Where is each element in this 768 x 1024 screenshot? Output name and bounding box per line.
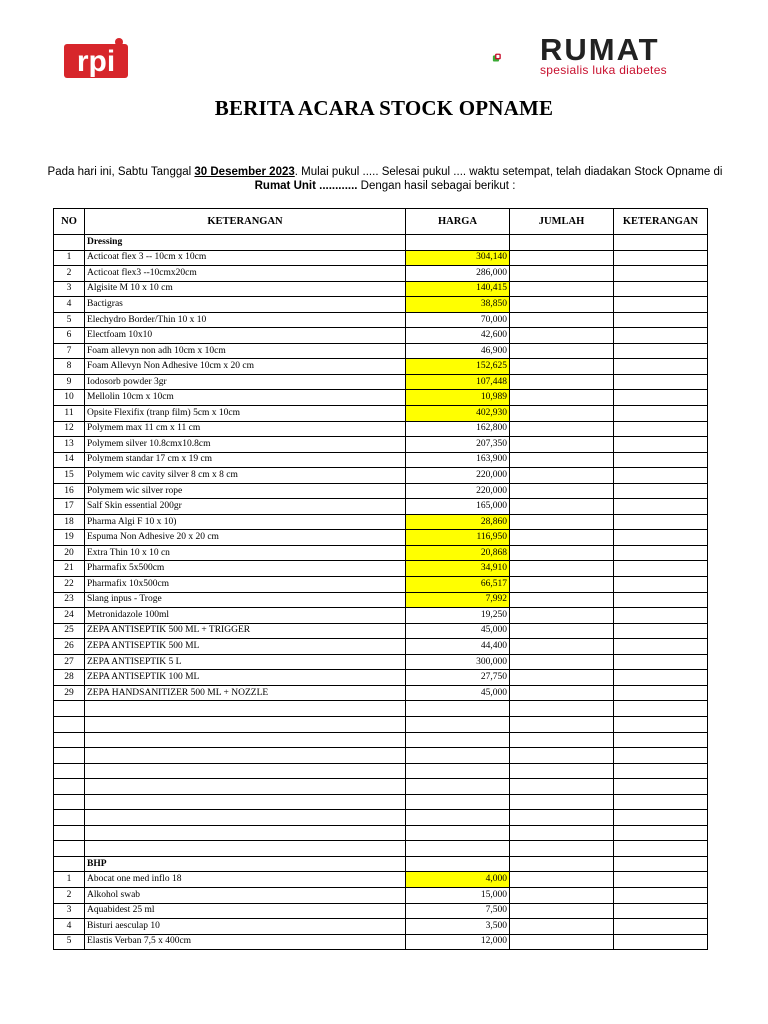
row-item: Polymem wic silver rope <box>85 483 406 499</box>
row-no: 1 <box>54 872 85 888</box>
table-body <box>54 235 708 950</box>
row-item: Polymem max 11 cm x 11 cm <box>85 421 406 437</box>
table-row <box>54 654 708 670</box>
blank-cell <box>85 810 406 826</box>
blank-row <box>54 701 708 717</box>
row-harga: 107,448 <box>406 374 510 390</box>
row-item: ZEPA ANTISEPTIK 500 ML + TRIGGER <box>85 623 406 639</box>
blank-cell <box>510 748 614 764</box>
table-row <box>54 437 708 453</box>
row-item: Metronidazole 100ml <box>85 608 406 624</box>
blank-cell <box>614 716 708 732</box>
row-item: ZEPA ANTISEPTIK 5 L <box>85 654 406 670</box>
row-item: Algisite M 10 x 10 cm <box>85 281 406 297</box>
row-jumlah <box>510 281 614 297</box>
row-item: Espuma Non Adhesive 20 x 20 cm <box>85 530 406 546</box>
header-jumlah: JUMLAH <box>510 209 614 235</box>
row-jumlah <box>510 514 614 530</box>
intro-unit: Rumat Unit ............ <box>254 180 358 192</box>
intro-text-3: Dengan hasil sebagai berikut : <box>357 180 516 192</box>
row-keterangan <box>614 406 708 422</box>
row-harga: 19,250 <box>406 608 510 624</box>
blank-cell <box>614 748 708 764</box>
row-item: Aquabidest 25 ml <box>85 903 406 919</box>
blank-cell <box>54 810 85 826</box>
row-keterangan <box>614 483 708 499</box>
table-row <box>54 390 708 406</box>
row-item: Elastis Verban 7,5 x 400cm <box>85 934 406 950</box>
table-row <box>54 281 708 297</box>
row-keterangan <box>614 421 708 437</box>
row-no: 21 <box>54 561 85 577</box>
row-harga: 3,500 <box>406 919 510 935</box>
table-row <box>54 545 708 561</box>
table-row <box>54 328 708 344</box>
row-no: 2 <box>54 887 85 903</box>
row-no: 29 <box>54 685 85 701</box>
blank-cell <box>85 794 406 810</box>
row-item: Polymem silver 10.8cmx10.8cm <box>85 437 406 453</box>
blank-cell <box>85 779 406 795</box>
blank-cell <box>614 779 708 795</box>
row-no: 1 <box>54 250 85 266</box>
section-title: Dressing <box>85 235 406 251</box>
table-row <box>54 499 708 515</box>
blank-cell <box>406 825 510 841</box>
row-no: 17 <box>54 499 85 515</box>
row-item: ZEPA ANTISEPTIK 100 ML <box>85 670 406 686</box>
row-item: Acticoat flex3 --10cmx20cm <box>85 266 406 282</box>
blank-row <box>54 825 708 841</box>
intro-text-2: . Mulai pukul ..... Selesai pukul .... waktu setempat, telah diadakan Stock Opname di <box>294 166 723 178</box>
blank-cell <box>406 779 510 795</box>
row-jumlah <box>510 592 614 608</box>
blank-cell <box>406 732 510 748</box>
row-no: 2 <box>54 266 85 282</box>
row-keterangan <box>614 312 708 328</box>
row-harga: 304,140 <box>406 250 510 266</box>
row-jumlah <box>510 266 614 282</box>
row-item: Iodosorb powder 3gr <box>85 374 406 390</box>
row-harga: 27,750 <box>406 670 510 686</box>
blank-cell <box>406 841 510 857</box>
section-jumlah-cell <box>510 235 614 251</box>
row-harga: 46,900 <box>406 343 510 359</box>
blank-cell <box>54 748 85 764</box>
row-item: Foam Allevyn Non Adhesive 10cm x 20 cm <box>85 359 406 375</box>
blank-cell <box>510 825 614 841</box>
row-item: Opsite Flexifix (tranp film) 5cm x 10cm <box>85 406 406 422</box>
table-row <box>54 623 708 639</box>
row-no: 28 <box>54 670 85 686</box>
row-item: Pharma Algi F 10 x 10) <box>85 514 406 530</box>
table-row <box>54 374 708 390</box>
table-row <box>54 872 708 888</box>
row-item: Bactigras <box>85 297 406 313</box>
table-row <box>54 343 708 359</box>
blank-cell <box>85 701 406 717</box>
row-keterangan <box>614 639 708 655</box>
blank-cell <box>406 810 510 826</box>
row-keterangan <box>614 670 708 686</box>
blank-cell <box>614 841 708 857</box>
table-row <box>54 934 708 950</box>
row-item: ZEPA HANDSANITIZER 500 ML + NOZZLE <box>85 685 406 701</box>
row-harga: 220,000 <box>406 483 510 499</box>
intro-date: 30 Desember 2023 <box>194 166 295 178</box>
row-jumlah <box>510 577 614 593</box>
row-no: 15 <box>54 468 85 484</box>
row-harga: 66,517 <box>406 577 510 593</box>
row-no: 20 <box>54 545 85 561</box>
row-item: Salf Skin essential 200gr <box>85 499 406 515</box>
row-no: 10 <box>54 390 85 406</box>
document-title: BERITA ACARA STOCK OPNAME <box>214 96 554 120</box>
section-no-cell <box>54 856 85 872</box>
intro-text-1: Pada hari ini, Sabtu Tanggal <box>47 166 195 178</box>
row-keterangan <box>614 266 708 282</box>
row-jumlah <box>510 312 614 328</box>
blank-cell <box>510 794 614 810</box>
row-keterangan <box>614 545 708 561</box>
row-item: Pharmafix 5x500cm <box>85 561 406 577</box>
row-item: Alkohol swab <box>85 887 406 903</box>
row-harga: 28,860 <box>406 514 510 530</box>
row-item: Electfoam 10x10 <box>85 328 406 344</box>
section-row <box>54 856 708 872</box>
row-jumlah <box>510 499 614 515</box>
table-header-row <box>54 209 708 235</box>
row-harga: 42,600 <box>406 328 510 344</box>
row-keterangan <box>614 514 708 530</box>
row-jumlah <box>510 654 614 670</box>
blank-cell <box>85 748 406 764</box>
row-item: Polymem wic cavity silver 8 cm x 8 cm <box>85 468 406 484</box>
blank-cell <box>614 701 708 717</box>
table-row <box>54 266 708 282</box>
rpi-logo-text: rpi <box>76 45 116 78</box>
stock-table <box>53 208 708 950</box>
row-jumlah <box>510 545 614 561</box>
row-jumlah <box>510 390 614 406</box>
row-harga: 116,950 <box>406 530 510 546</box>
blank-cell <box>54 732 85 748</box>
row-jumlah <box>510 421 614 437</box>
row-harga: 20,868 <box>406 545 510 561</box>
row-harga: 10,989 <box>406 390 510 406</box>
blank-cell <box>614 732 708 748</box>
row-no: 6 <box>54 328 85 344</box>
row-harga: 286,000 <box>406 266 510 282</box>
row-harga: 300,000 <box>406 654 510 670</box>
row-item: Extra Thin 10 x 10 cn <box>85 545 406 561</box>
row-jumlah <box>510 561 614 577</box>
row-keterangan <box>614 577 708 593</box>
row-jumlah <box>510 343 614 359</box>
row-no: 26 <box>54 639 85 655</box>
row-harga: 220,000 <box>406 468 510 484</box>
row-keterangan <box>614 561 708 577</box>
row-harga: 152,625 <box>406 359 510 375</box>
row-no: 23 <box>54 592 85 608</box>
row-keterangan <box>614 623 708 639</box>
row-harga: 7,500 <box>406 903 510 919</box>
row-keterangan <box>614 437 708 453</box>
row-keterangan <box>614 343 708 359</box>
table-row <box>54 468 708 484</box>
row-jumlah <box>510 359 614 375</box>
blank-cell <box>510 763 614 779</box>
blank-row <box>54 841 708 857</box>
row-no: 4 <box>54 297 85 313</box>
row-keterangan <box>614 887 708 903</box>
blank-cell <box>85 841 406 857</box>
blank-cell <box>510 841 614 857</box>
blank-row <box>54 810 708 826</box>
blank-cell <box>54 794 85 810</box>
blank-cell <box>85 825 406 841</box>
row-keterangan <box>614 250 708 266</box>
section-no-cell <box>54 235 85 251</box>
blank-cell <box>54 763 85 779</box>
section-title: BHP <box>85 856 406 872</box>
table-row <box>54 577 708 593</box>
blank-cell <box>54 825 85 841</box>
row-harga: 7,992 <box>406 592 510 608</box>
row-keterangan <box>614 530 708 546</box>
row-item: Abocat one med inflo 18 <box>85 872 406 888</box>
blank-cell <box>614 794 708 810</box>
blank-cell <box>85 763 406 779</box>
row-harga: 165,000 <box>406 499 510 515</box>
row-item: Mellolin 10cm x 10cm <box>85 390 406 406</box>
row-jumlah <box>510 623 614 639</box>
row-keterangan <box>614 903 708 919</box>
row-keterangan <box>614 608 708 624</box>
row-jumlah <box>510 872 614 888</box>
row-keterangan <box>614 452 708 468</box>
row-item: ZEPA ANTISEPTIK 500 ML <box>85 639 406 655</box>
blank-cell <box>54 701 85 717</box>
row-item: Slang inpus - Troge <box>85 592 406 608</box>
row-jumlah <box>510 903 614 919</box>
blank-cell <box>406 794 510 810</box>
blank-cell <box>510 779 614 795</box>
row-keterangan <box>614 872 708 888</box>
row-jumlah <box>510 608 614 624</box>
table-row <box>54 887 708 903</box>
blank-cell <box>510 716 614 732</box>
row-harga: 45,000 <box>406 623 510 639</box>
table-row <box>54 685 708 701</box>
row-no: 9 <box>54 374 85 390</box>
row-jumlah <box>510 250 614 266</box>
row-jumlah <box>510 406 614 422</box>
row-harga: 38,850 <box>406 297 510 313</box>
blank-cell <box>54 779 85 795</box>
row-no: 25 <box>54 623 85 639</box>
rumat-logo-wordmark: RUMAT <box>540 32 660 67</box>
row-harga: 207,350 <box>406 437 510 453</box>
row-no: 5 <box>54 312 85 328</box>
row-item: Bisturi aesculap 10 <box>85 919 406 935</box>
row-no: 8 <box>54 359 85 375</box>
row-no: 27 <box>54 654 85 670</box>
blank-row <box>54 779 708 795</box>
row-no: 11 <box>54 406 85 422</box>
row-harga: 15,000 <box>406 887 510 903</box>
blank-row <box>54 732 708 748</box>
row-jumlah <box>510 670 614 686</box>
row-jumlah <box>510 483 614 499</box>
table-row <box>54 406 708 422</box>
table-row <box>54 919 708 935</box>
row-keterangan <box>614 592 708 608</box>
blank-row <box>54 716 708 732</box>
row-keterangan <box>614 390 708 406</box>
row-jumlah <box>510 919 614 935</box>
row-no: 18 <box>54 514 85 530</box>
row-harga: 34,910 <box>406 561 510 577</box>
row-harga: 45,000 <box>406 685 510 701</box>
table-row <box>54 452 708 468</box>
row-item: Elechydro Border/Thin 10 x 10 <box>85 312 406 328</box>
blank-row <box>54 794 708 810</box>
row-jumlah <box>510 452 614 468</box>
row-no: 5 <box>54 934 85 950</box>
row-keterangan <box>614 919 708 935</box>
row-no: 13 <box>54 437 85 453</box>
row-harga: 162,800 <box>406 421 510 437</box>
table-row <box>54 514 708 530</box>
table-row <box>54 592 708 608</box>
row-jumlah <box>510 685 614 701</box>
blank-cell <box>614 825 708 841</box>
blank-cell <box>614 810 708 826</box>
table-row <box>54 250 708 266</box>
section-harga-cell <box>406 856 510 872</box>
table-row <box>54 530 708 546</box>
blank-cell <box>614 763 708 779</box>
section-row <box>54 235 708 251</box>
row-keterangan <box>614 328 708 344</box>
blank-row <box>54 763 708 779</box>
rumat-logo-mark <box>492 36 536 80</box>
row-item: Acticoat flex 3 -- 10cm x 10cm <box>85 250 406 266</box>
table-row <box>54 670 708 686</box>
blank-cell <box>510 701 614 717</box>
row-harga: 70,000 <box>406 312 510 328</box>
row-no: 4 <box>54 919 85 935</box>
header-keterangan-2: KETERANGAN <box>614 209 708 235</box>
header-no: NO <box>54 209 85 235</box>
row-keterangan <box>614 934 708 950</box>
table-row <box>54 359 708 375</box>
table-row <box>54 561 708 577</box>
blank-cell <box>406 716 510 732</box>
row-keterangan <box>614 468 708 484</box>
table-row <box>54 608 708 624</box>
row-harga: 44,400 <box>406 639 510 655</box>
row-jumlah <box>510 639 614 655</box>
row-jumlah <box>510 374 614 390</box>
header-harga: HARGA <box>406 209 510 235</box>
blank-cell <box>85 732 406 748</box>
blank-cell <box>406 763 510 779</box>
row-keterangan <box>614 359 708 375</box>
row-keterangan <box>614 499 708 515</box>
blank-cell <box>406 748 510 764</box>
blank-cell <box>85 716 406 732</box>
blank-cell <box>510 810 614 826</box>
rpi-logo <box>64 38 128 78</box>
section-keterangan-cell <box>614 856 708 872</box>
table-row <box>54 297 708 313</box>
row-no: 22 <box>54 577 85 593</box>
section-keterangan-cell <box>614 235 708 251</box>
table-row <box>54 639 708 655</box>
row-no: 12 <box>54 421 85 437</box>
blank-cell <box>406 701 510 717</box>
row-jumlah <box>510 934 614 950</box>
row-jumlah <box>510 437 614 453</box>
row-jumlah <box>510 887 614 903</box>
row-item: Foam allevyn non adh 10cm x 10cm <box>85 343 406 359</box>
row-no: 14 <box>54 452 85 468</box>
row-jumlah <box>510 530 614 546</box>
row-jumlah <box>510 468 614 484</box>
blank-cell <box>54 716 85 732</box>
row-no: 16 <box>54 483 85 499</box>
row-keterangan <box>614 297 708 313</box>
row-keterangan <box>614 654 708 670</box>
table-row <box>54 312 708 328</box>
section-harga-cell <box>406 235 510 251</box>
table-row <box>54 421 708 437</box>
row-item: Pharmafix 10x500cm <box>85 577 406 593</box>
row-harga: 4,000 <box>406 872 510 888</box>
blank-cell <box>54 841 85 857</box>
row-harga: 12,000 <box>406 934 510 950</box>
row-jumlah <box>510 328 614 344</box>
blank-cell <box>510 732 614 748</box>
row-keterangan <box>614 685 708 701</box>
row-keterangan <box>614 374 708 390</box>
row-no: 24 <box>54 608 85 624</box>
row-no: 19 <box>54 530 85 546</box>
intro-paragraph <box>40 165 730 193</box>
blank-row <box>54 748 708 764</box>
table-row <box>54 483 708 499</box>
row-harga: 163,900 <box>406 452 510 468</box>
row-no: 3 <box>54 903 85 919</box>
row-jumlah <box>510 297 614 313</box>
row-item: Polymem standar 17 cm x 19 cm <box>85 452 406 468</box>
row-harga: 140,415 <box>406 281 510 297</box>
section-jumlah-cell <box>510 856 614 872</box>
header-keterangan: KETERANGAN <box>85 209 406 235</box>
table-row <box>54 903 708 919</box>
row-keterangan <box>614 281 708 297</box>
rumat-logo-tagline: spesialis luka diabetes <box>540 63 667 77</box>
row-harga: 402,930 <box>406 406 510 422</box>
row-no: 3 <box>54 281 85 297</box>
row-no: 7 <box>54 343 85 359</box>
